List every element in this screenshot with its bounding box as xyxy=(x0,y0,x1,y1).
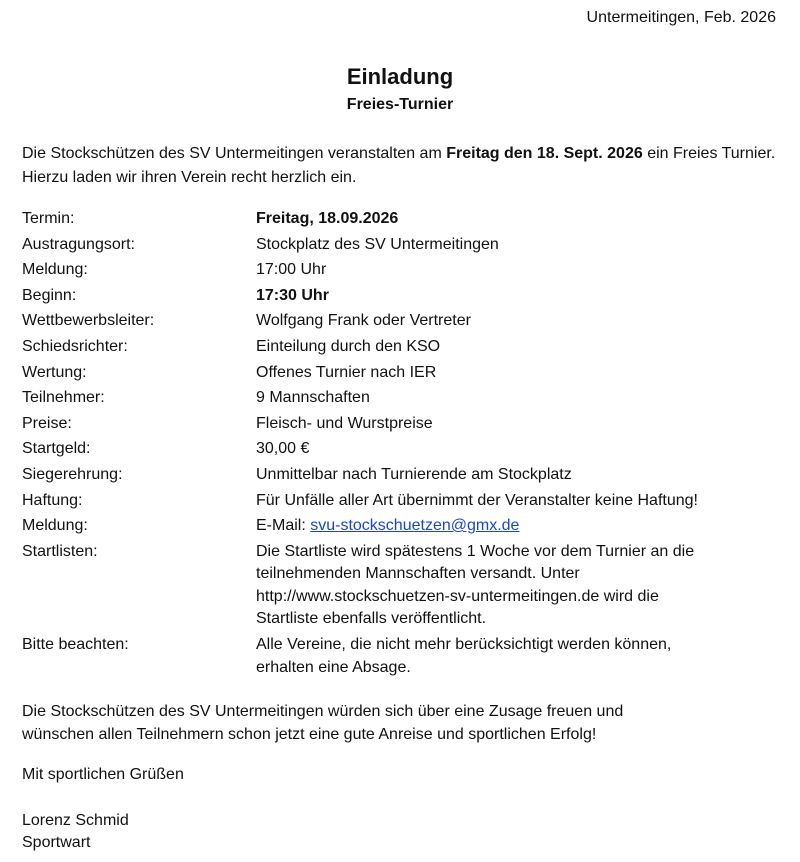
closing-line-2: wünschen allen Teilnehmern schon jetzt eine gute Anreise und sportlichen Erfolg! xyxy=(22,726,597,743)
detail-label: Meldung: xyxy=(22,517,88,535)
detail-label: Preise: xyxy=(22,414,72,432)
place-date: Untermeitingen, Feb. 2026 xyxy=(586,9,776,26)
detail-label: Schiedsrichter: xyxy=(22,337,128,355)
detail-label: Siegerehrung: xyxy=(22,465,123,483)
startlisten-line: http://www.stockschuetzen-sv-untermeitingen.de wird die xyxy=(256,587,659,605)
detail-row-schiedsrichter xyxy=(22,336,792,358)
detail-value: Freitag, 18.09.2026 xyxy=(256,210,399,227)
detail-value xyxy=(256,515,792,537)
details-table xyxy=(22,208,792,683)
intro-text-2: ein Freies Turnier. Hierzu laden wir ihren Verein recht herzlich ein. xyxy=(22,145,776,186)
detail-label: Startlisten: xyxy=(22,542,98,560)
detail-value: 17:00 Uhr xyxy=(256,261,327,279)
detail-value: Einteilung durch den KSO xyxy=(256,337,441,355)
detail-row-startlisten xyxy=(22,541,792,631)
startlisten-line: Startliste ebenfalls veröffentlicht. xyxy=(256,610,487,628)
detail-label: Haftung: xyxy=(22,491,83,509)
detail-row-meldung-zeit xyxy=(22,259,792,281)
detail-value: Unmittelbar nach Turnierende am Stockplatz xyxy=(256,465,572,483)
detail-label: Beginn: xyxy=(22,286,77,304)
email-prefix: E-Mail: xyxy=(256,517,311,535)
detail-label: Austragungsort: xyxy=(22,235,135,253)
detail-value xyxy=(256,634,792,679)
intro-text-1: Die Stockschützen des SV Untermeitingen veranstalten am xyxy=(22,145,447,162)
detail-label: Wettbewerbsleiter: xyxy=(22,312,155,330)
greeting: Mit sportlichen Grüßen xyxy=(22,766,184,783)
signature-name: Lorenz Schmid xyxy=(22,812,129,829)
detail-row-wettbewerbsleiter xyxy=(22,310,792,332)
detail-label: Teilnehmer: xyxy=(22,389,105,407)
detail-row-siegerehrung xyxy=(22,464,792,486)
detail-row-wertung xyxy=(22,362,792,384)
detail-row-austragungsort xyxy=(22,234,792,256)
detail-row-teilnehmer xyxy=(22,387,792,409)
startlisten-line: Die Startliste wird spätestens 1 Woche vor dem Turnier an die xyxy=(256,542,695,560)
detail-row-startgeld xyxy=(22,438,792,460)
page-subtitle: Freies-Turnier xyxy=(346,96,454,113)
detail-value: Fleisch- und Wurstpreise xyxy=(256,414,433,432)
detail-row-meldung-email xyxy=(22,515,792,537)
signature-role: Sportwart xyxy=(22,834,91,851)
beachten-line: erhalten eine Absage. xyxy=(256,658,411,676)
detail-value: Stockplatz des SV Untermeitingen xyxy=(256,235,499,253)
email-link[interactable]: svu-stockschuetzen@gmx.de xyxy=(310,517,520,535)
detail-row-preise xyxy=(22,413,792,435)
detail-value: 30,00 € xyxy=(256,440,310,458)
detail-value xyxy=(256,541,792,631)
detail-label: Startgeld: xyxy=(22,440,91,458)
page-title: Einladung xyxy=(346,64,454,89)
beachten-line: Alle Vereine, die nicht mehr berücksichtigt werden können, xyxy=(256,636,672,654)
detail-label: Termin: xyxy=(22,210,75,227)
detail-label: Wertung: xyxy=(22,363,87,381)
detail-row-bitte-beachten xyxy=(22,634,792,679)
detail-row-haftung xyxy=(22,490,792,512)
detail-row-termin xyxy=(22,208,792,230)
intro-paragraph xyxy=(22,142,782,190)
closing-paragraph xyxy=(22,700,782,746)
detail-label: Bitte beachten: xyxy=(22,636,129,654)
closing-line-1: Die Stockschützen des SV Untermeitingen würden sich über eine Zusage freuen und xyxy=(22,703,624,720)
startlisten-line: teilnehmenden Mannschaften versandt. Unter xyxy=(256,565,580,583)
detail-value: Wolfgang Frank oder Vertreter xyxy=(256,312,471,330)
detail-value: 9 Mannschaften xyxy=(256,389,370,407)
intro-date-bold: Freitag den 18. Sept. 2026 xyxy=(446,145,643,162)
detail-row-beginn xyxy=(22,285,792,307)
detail-value: Offenes Turnier nach IER xyxy=(256,363,437,381)
detail-label: Meldung: xyxy=(22,261,88,279)
detail-value: Für Unfälle aller Art übernimmt der Veranstalter keine Haftung! xyxy=(256,491,698,509)
detail-value: 17:30 Uhr xyxy=(256,286,329,304)
